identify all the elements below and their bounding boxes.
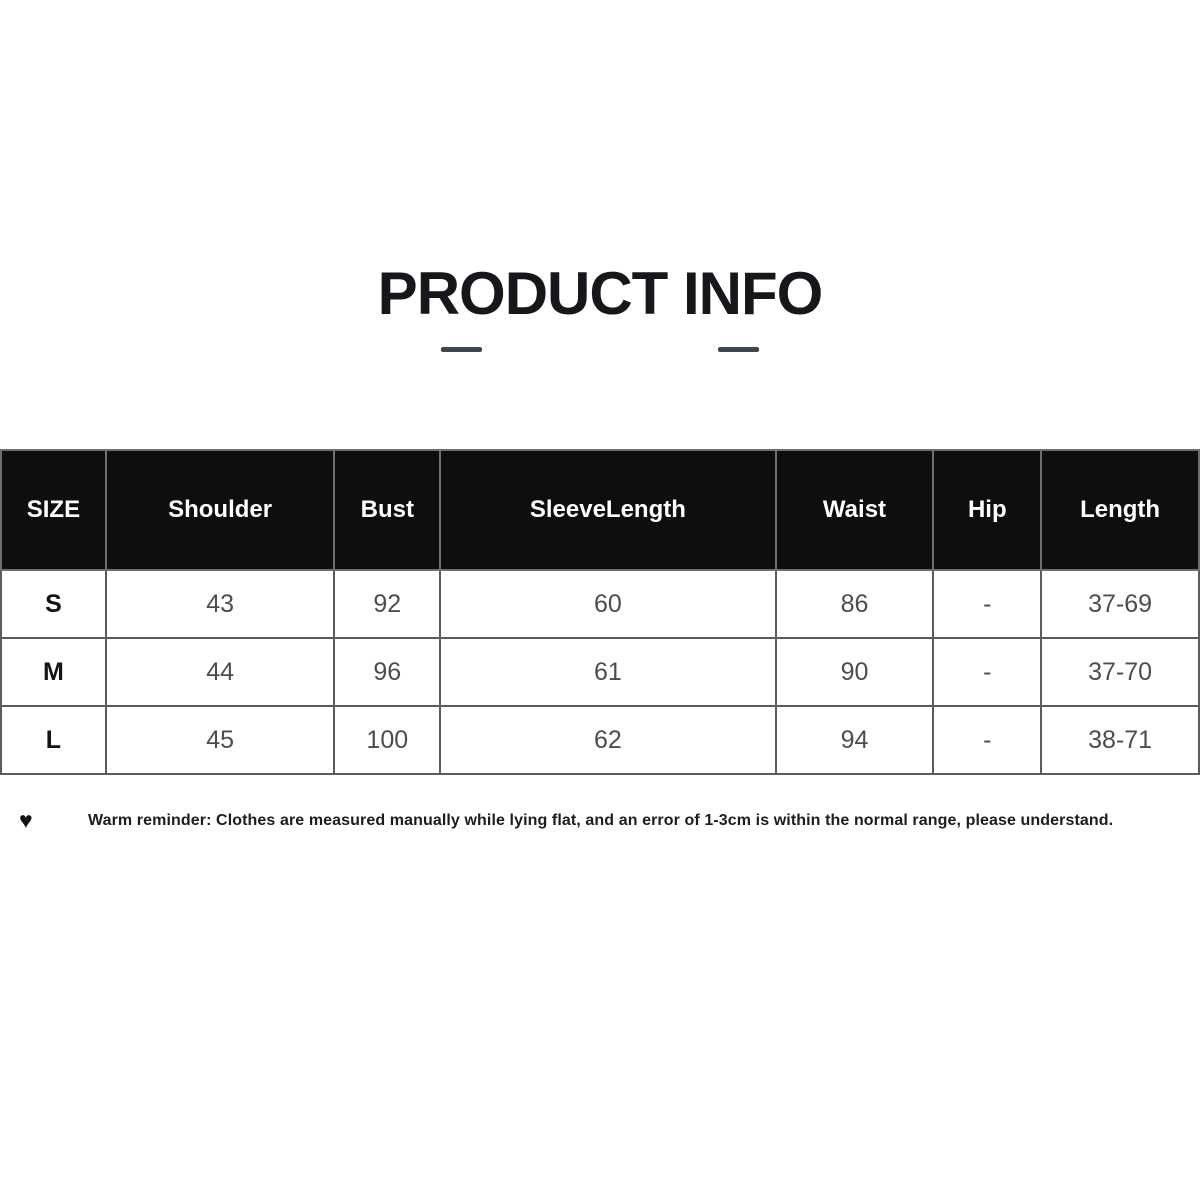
col-header-sleevelength: SleeveLength: [440, 450, 775, 570]
title-ornament: [0, 347, 1200, 352]
title-right-dash: [718, 347, 759, 352]
cell-l-bust: 100: [334, 706, 440, 774]
col-header-bust: Bust: [334, 450, 440, 570]
cell-m-hip: -: [933, 638, 1041, 706]
cell-m-bust: 96: [334, 638, 440, 706]
title-left-dash: [441, 347, 482, 352]
cell-s-sleevelength: 60: [440, 570, 775, 638]
cell-s-waist: 86: [776, 570, 934, 638]
col-header-waist: Waist: [776, 450, 934, 570]
heart-icon: ♥: [19, 807, 33, 833]
cell-s-hip: -: [933, 570, 1041, 638]
table-row-size-l: [1, 706, 1199, 774]
table-header-row: [1, 450, 1199, 570]
col-header-hip: Hip: [933, 450, 1041, 570]
warm-reminder-text: Warm reminder: Clothes are measured manually while lying flat, and an error of 1-3cm is within the normal range, please understand.: [88, 812, 1114, 829]
cell-l-shoulder: 45: [106, 706, 335, 774]
cell-m-waist: 90: [776, 638, 934, 706]
cell-s-length: 37-69: [1041, 570, 1199, 638]
page-title: PRODUCT INFO: [377, 260, 823, 327]
cell-s-size: S: [1, 570, 106, 638]
cell-m-length: 37-70: [1041, 638, 1199, 706]
cell-l-size: L: [1, 706, 106, 774]
cell-s-shoulder: 43: [106, 570, 335, 638]
col-header-size: SIZE: [1, 450, 106, 570]
table-row-size-s: [1, 570, 1199, 638]
size-chart-table: [0, 449, 1200, 775]
cell-l-sleevelength: 62: [440, 706, 775, 774]
warm-reminder: [0, 806, 1200, 836]
col-header-length: Length: [1041, 450, 1199, 570]
col-header-shoulder: Shoulder: [106, 450, 335, 570]
cell-m-sleevelength: 61: [440, 638, 775, 706]
cell-l-length: 38-71: [1041, 706, 1199, 774]
cell-l-waist: 94: [776, 706, 934, 774]
table-row-size-m: [1, 638, 1199, 706]
cell-l-hip: -: [933, 706, 1041, 774]
cell-m-shoulder: 44: [106, 638, 335, 706]
cell-s-bust: 92: [334, 570, 440, 638]
cell-m-size: M: [1, 638, 106, 706]
